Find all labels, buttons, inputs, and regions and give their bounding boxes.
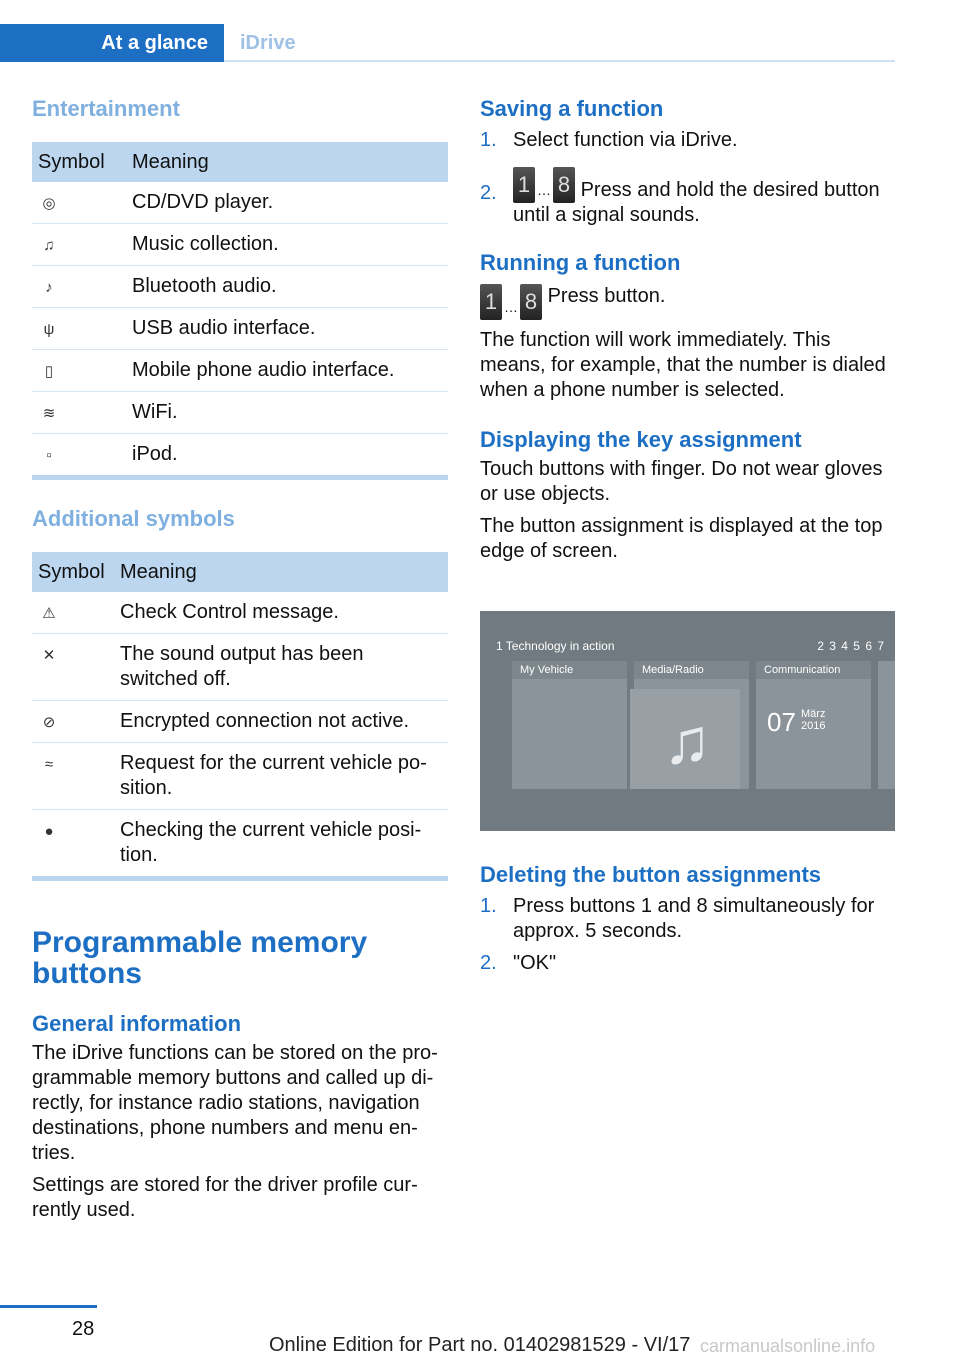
- vehicle-position-check-icon: ●: [44, 823, 54, 840]
- saving-heading: Saving a function: [480, 96, 664, 121]
- year-label: 2016: [801, 720, 826, 732]
- music-collection-icon: ♫: [43, 237, 55, 254]
- step-number: 2.: [480, 182, 497, 204]
- right-column: [480, 96, 896, 974]
- warning-icon: ⚠: [42, 605, 56, 622]
- step-text: "OK": [513, 952, 557, 974]
- symbol-cell: [32, 810, 114, 879]
- encrypted-off-icon: ⊘: [42, 714, 56, 731]
- display-assignment-heading: Displaying the key assignment: [480, 427, 802, 452]
- list-item: [480, 128, 896, 153]
- meaning-cell: Request for the current vehicle po-sition.: [114, 743, 448, 810]
- meaning-cell: Mobile phone audio interface.: [126, 350, 448, 392]
- music-note-icon: ♫: [663, 705, 711, 777]
- ipod-icon: ▫: [46, 447, 52, 464]
- symbol-cell: [32, 224, 126, 266]
- symbol-cell: [32, 182, 126, 224]
- screen-date-month: [801, 708, 825, 732]
- sound-off-icon: ✕: [42, 647, 56, 664]
- table-row: [32, 743, 448, 810]
- tab-at-a-glance[interactable]: At a glance: [0, 24, 224, 62]
- display-text-1: Touch buttons with finger. Do not wear gloves or use objects.: [480, 458, 883, 505]
- meaning-cell: iPod.: [126, 434, 448, 478]
- watermark: carmanualsonline.info: [700, 1336, 876, 1356]
- meaning-cell: Music collection.: [126, 224, 448, 266]
- table-row: [32, 434, 448, 478]
- screen-bar-right: 2 3 4 5 6 7: [817, 639, 885, 653]
- symbol-cell: [32, 434, 126, 478]
- meaning-cell: The sound output has been switched off.: [114, 634, 448, 701]
- wifi-icon: ≋: [42, 405, 56, 422]
- running-description: The function will work immediately. This means, for example, that the number is dialed when a phone number is selected.: [480, 329, 886, 401]
- table-row: [32, 182, 448, 224]
- col-symbol: Symbol: [32, 142, 126, 182]
- card-label: My Vehicle: [512, 661, 627, 679]
- tab-idrive[interactable]: iDrive: [240, 32, 296, 54]
- meaning-cell: Bluetooth audio.: [126, 266, 448, 308]
- screen-card-vehicle: [512, 661, 627, 789]
- table-row: [32, 810, 448, 879]
- memory-button-1-icon: 1: [480, 284, 502, 320]
- symbol-cell: [32, 701, 114, 743]
- ellipsis: …: [537, 182, 551, 198]
- list-item: [480, 167, 896, 228]
- running-heading: Running a function: [480, 250, 681, 275]
- press-button-text: Press button.: [547, 285, 666, 307]
- meaning-cell: USB audio interface.: [126, 308, 448, 350]
- usb-icon: ψ: [43, 321, 55, 338]
- list-item: [480, 894, 896, 944]
- meaning-cell: Checking the current vehicle posi-tion.: [114, 810, 448, 879]
- table-row: [32, 266, 448, 308]
- running-press: [480, 284, 896, 320]
- step-text: Press and hold the desired button until a signal sounds.: [513, 179, 880, 226]
- screen-bar-left: 1 Technology in action: [496, 639, 615, 653]
- table-row: [32, 634, 448, 701]
- memory-button-1-icon: 1: [513, 167, 535, 203]
- table-row: [32, 392, 448, 434]
- meaning-cell: WiFi.: [126, 392, 448, 434]
- symbol-cell: [32, 308, 126, 350]
- footer-rule: [0, 1305, 97, 1308]
- step-number: 1.: [480, 129, 497, 151]
- additional-symbols-table: [32, 552, 448, 881]
- general-info-heading: General information: [32, 1011, 242, 1036]
- page-number: 28: [72, 1318, 95, 1340]
- vehicle-position-request-icon: ≈: [44, 756, 54, 773]
- left-column: [32, 96, 448, 1223]
- driver-profile-text: Settings are stored for the driver profile cur-rently used.: [32, 1174, 418, 1221]
- deleting-steps: [480, 894, 896, 976]
- card-label: Media/Radio: [634, 661, 749, 679]
- meaning-cell: CD/DVD player.: [126, 182, 448, 224]
- memory-button-8-icon: 8: [520, 284, 542, 320]
- card-label: Communication: [756, 661, 871, 679]
- idrive-screen-image: [480, 611, 895, 831]
- page-header: [0, 24, 895, 62]
- bluetooth-audio-icon: ♪: [45, 279, 53, 296]
- mobile-phone-icon: ▯: [44, 363, 54, 380]
- ellipsis: …: [504, 299, 518, 315]
- table-row: [32, 224, 448, 266]
- edition-text: Online Edition for Part no. 01402981529 - VI/17: [269, 1334, 691, 1356]
- entertainment-table: [32, 142, 448, 480]
- symbol-cell: [32, 743, 114, 810]
- symbol-cell: [32, 350, 126, 392]
- deleting-section: [480, 862, 896, 976]
- deleting-heading: Deleting the button assignments: [480, 862, 822, 887]
- programmable-memory-heading: Programmable memory buttons: [32, 926, 368, 990]
- entertainment-heading: Entertainment: [32, 96, 180, 121]
- display-text-2: The button assignment is displayed at the top edge of screen.: [480, 515, 883, 562]
- symbol-cell: [32, 592, 114, 634]
- cd-icon: ◎: [42, 195, 56, 212]
- list-item: [480, 951, 896, 976]
- step-text: Select function via iDrive.: [513, 129, 738, 151]
- step-text: Press buttons 1 and 8 simultaneously for approx. 5 seconds.: [513, 895, 875, 942]
- symbol-cell: [32, 266, 126, 308]
- meaning-cell: Check Control message.: [114, 592, 448, 634]
- general-info-text: The iDrive functions can be stored on the pro-grammable memory buttons and called up di-rectly, for instance radio stations, navigation destinations, phone numbers and menu en-tries.: [32, 1042, 438, 1164]
- symbol-cell: [32, 392, 126, 434]
- month-label: März: [801, 708, 826, 720]
- table-row: [32, 308, 448, 350]
- screen-card-partial: [878, 661, 895, 789]
- col-meaning: Meaning: [126, 142, 448, 182]
- meaning-cell: Encrypted connection not active.: [114, 701, 448, 743]
- saving-steps: [480, 128, 896, 228]
- step-number: 1.: [480, 895, 497, 917]
- col-symbol: Symbol: [32, 552, 114, 592]
- table-row: [32, 592, 448, 634]
- table-row: [32, 350, 448, 392]
- symbol-cell: [32, 634, 114, 701]
- col-meaning: Meaning: [114, 552, 448, 592]
- screen-date-day: 07: [767, 707, 796, 737]
- table-row: [32, 701, 448, 743]
- step-number: 2.: [480, 952, 497, 974]
- additional-symbols-heading: Additional symbols: [32, 506, 235, 531]
- header-rule: [224, 60, 895, 62]
- memory-button-8-icon: 8: [553, 167, 575, 203]
